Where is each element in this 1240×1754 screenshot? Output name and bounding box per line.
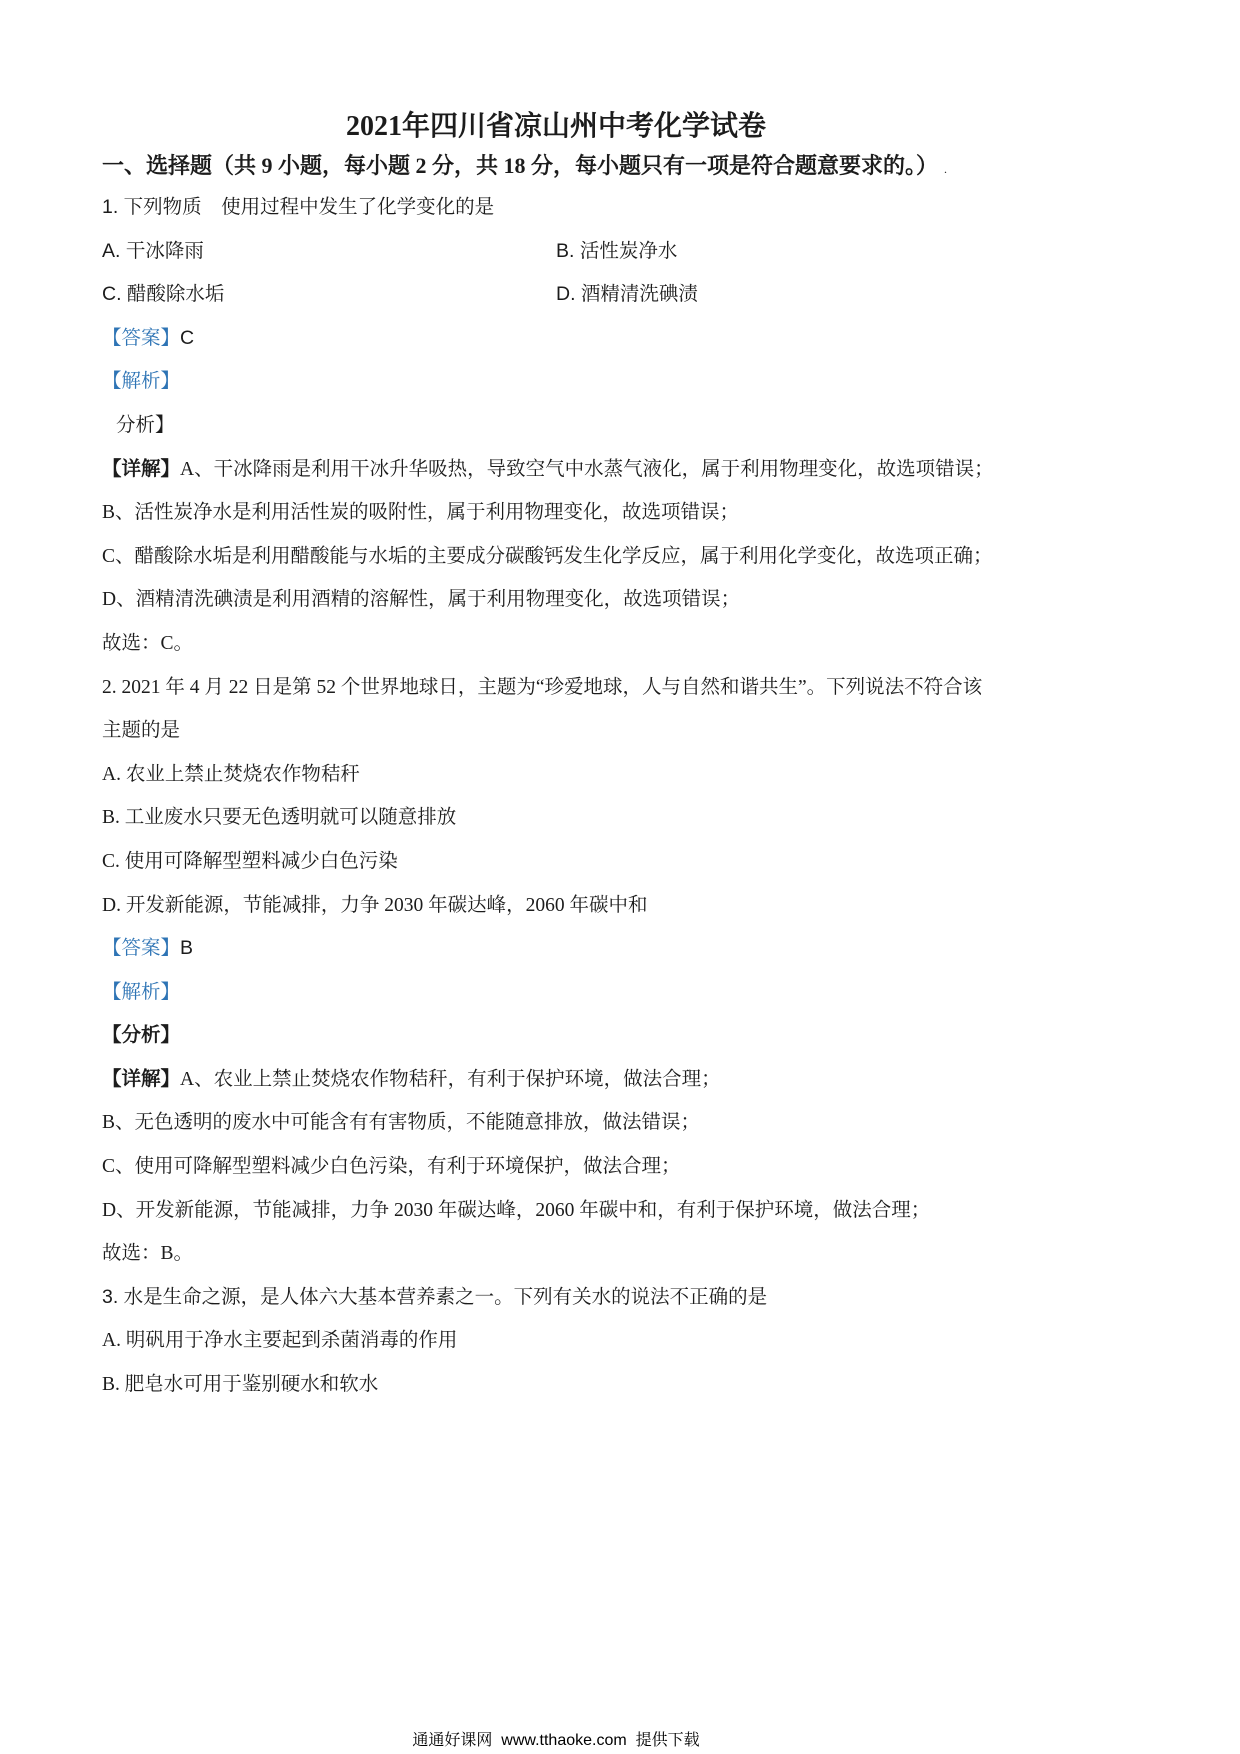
section-heading xyxy=(102,146,947,186)
detail-label: 【详解】 xyxy=(102,458,181,480)
question-2-option-c: C. 使用可降解型塑料减少白色污染 xyxy=(102,850,398,872)
answer-value: B xyxy=(180,937,194,960)
exam-title: 2021年四川省凉山州中考化学试卷 xyxy=(345,111,766,142)
answer-label: 【答案】 xyxy=(102,937,181,960)
question-1-conclusion: 故选：C。 xyxy=(102,632,194,654)
question-1-detail: C、醋酸除水垢是利用醋酸能与水垢的主要成分碳酸钙发生化学反应，属于利用化学变化，故选项正确； xyxy=(102,545,993,567)
question-2-detail: D、开发新能源，节能减排，力争 2030 年碳达峰，2060 年碳中和，有利于保护环境，做法合理； xyxy=(102,1199,931,1221)
detail-label: 【详解】 xyxy=(102,1068,181,1090)
question-list xyxy=(102,186,1122,1407)
answer-label: 【答案】 xyxy=(102,326,181,349)
question-2-reasoning-label: 【分析】 xyxy=(102,1025,181,1047)
question-1-detail xyxy=(102,448,1122,492)
question-1-detail: B、活性炭净水是利用活性炭的吸附性，属于利用物理变化，故选项错误； xyxy=(102,502,740,524)
section-heading-mark: . xyxy=(944,162,948,176)
detail-text: A、农业上禁止焚烧农作物秸秆，有利于保护环境，做法合理； xyxy=(180,1068,721,1090)
question-1-reasoning-label: 分析】 xyxy=(116,413,175,436)
question-1-option-b: B. 活性炭净水 xyxy=(556,239,678,262)
question-1-option-a: A. 干冰降雨 xyxy=(102,239,204,262)
question-1-options-row xyxy=(102,230,1122,274)
question-2-detail: C、使用可降解型塑料减少白色污染，有利于环境保护，做法合理； xyxy=(102,1156,681,1178)
question-1-analysis-label: 【解析】 xyxy=(102,370,181,393)
question-2-detail xyxy=(102,1058,1122,1102)
section-heading-text: 一、选择题（共 9 小题，每小题 2 分，共 18 分，每小题只有一项是符合题意要求的。） xyxy=(102,153,939,178)
question-2-analysis-label: 【解析】 xyxy=(102,980,181,1003)
question-2-stem: 主题的是 xyxy=(102,720,181,742)
question-1-options-row xyxy=(102,273,1122,317)
question-2-conclusion: 故选：B。 xyxy=(102,1243,194,1265)
answer-value: C xyxy=(180,326,195,349)
question-2-answer xyxy=(102,927,1122,971)
question-1-detail: D、酒精清洗碘渍是利用酒精的溶解性，属于利用物理变化，故选项错误； xyxy=(102,589,741,611)
question-2-detail: B、无色透明的废水中可能含有有害物质，不能随意排放，做法错误； xyxy=(102,1112,701,1134)
question-2-option-d: D. 开发新能源，节能减排，力争 2030 年碳达峰，2060 年碳中和 xyxy=(102,894,648,916)
detail-text: A、干冰降雨是利用干冰升华吸热，导致空气中水蒸气液化，属于利用物理变化，故选项错误； xyxy=(180,458,994,480)
question-3-option-a: A. 明矾用于净水主要起到杀菌消毒的作用 xyxy=(102,1330,458,1352)
question-1-option-c: C. 醋酸除水垢 xyxy=(102,283,225,306)
question-2-option-a: A. 农业上禁止焚烧农作物秸秆 xyxy=(102,763,360,785)
question-3-stem: 3. 水是生命之源，是人体六大基本营养素之一。下列有关水的说法不正确的是 xyxy=(102,1285,768,1308)
question-1-stem: 1. 下列物质 使用过程中发生了化学变化的是 xyxy=(102,196,495,218)
page-footer: 通通好课网 www.tthaoke.com 提供下载 xyxy=(412,1732,700,1749)
question-3-option-b: B. 肥皂水可用于鉴别硬水和软水 xyxy=(102,1374,379,1396)
question-1-option-d: D. 酒精清洗碘渍 xyxy=(556,283,698,306)
question-2-stem: 2. 2021 年 4 月 22 日是第 52 个世界地球日，主题为“珍爱地球，人与自然和谐共生”。下列说法不符合该 xyxy=(102,676,983,698)
question-2-option-b: B. 工业废水只要无色透明就可以随意排放 xyxy=(102,807,457,829)
question-1-answer xyxy=(102,317,1122,361)
